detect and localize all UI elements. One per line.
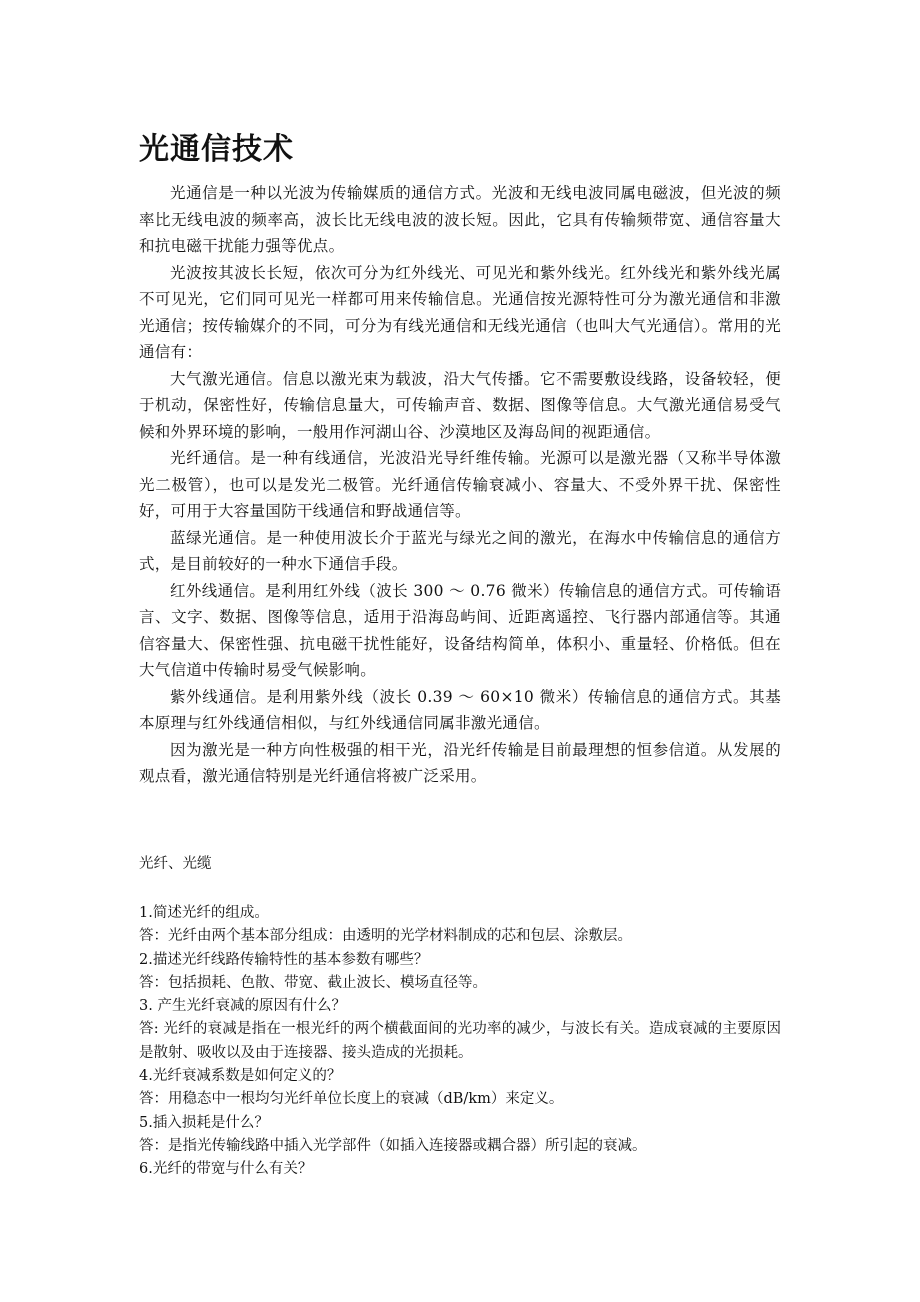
answer-line: 答: 光纤的衰减是指在一根光纤的两个横截面间的光功率的减少，与波长有关。造成衰减的主要原因是散射、吸收以及由于连接器、接头造成的光损耗。 [139,1021,781,1061]
question-line: 1.简述光纤的组成。 [139,905,269,921]
paragraph-ultraviolet: 紫外线通信。是利用紫外线（波长 0.39 ～ 60×10 微米）传输信息的通信方式。其基本原理与红外线通信相似，与红外线通信同属非激光通信。 [139,687,781,732]
section-heading: 光纤、光缆 [139,856,212,872]
paragraph-infrared: 红外线通信。是利用红外线（波长 300 ～ 0.76 微米）传输信息的通信方式。可传输语言、文字、数据、图像等信息，适用于沿海岛屿间、近距离遥控、飞行器内部通信等。其通信容量大、保密性强、抗电磁干扰性能好，设备结构简单，体积小、重量轻、价格低。但在大气信道中传输时易受气候影响。 [139,581,781,679]
question-line: 3. 产生光纤衰减的原因有什么？ [139,998,346,1015]
paragraph-classification: 光波按其波长长短，依次可分为红外线光、可见光和紫外线光。红外线光和紫外线光属不可见光，它们同可见光一样都可用来传输信息。光通信按光源特性可分为激光通信和非激光通信；按传输媒介的不同，可分为有线光通信和无线光通信（也叫大气光通信）。常用的光通信有： [139,263,781,361]
body-text [139,180,781,790]
answer-line: 答：用稳态中一根均匀光纤单位长度上的衰减（dB/km）来定义。 [139,1091,564,1108]
question-line: 2.描述光纤线路传输特性的基本参数有哪些？ [139,951,429,968]
paragraph-intro: 光通信是一种以光波为传输媒质的通信方式。光波和无线电波同属电磁波，但光波的频率比无线电波的频率高，波长比无线电波的波长短。因此，它具有传输频带宽、通信容量大和抗电磁干扰能力强等优点。 [139,184,781,255]
paragraph-conclusion: 因为激光是一种方向性极强的相干光，沿光纤传输是目前最理想的恒参信道。从发展的观点看，激光通信特别是光纤通信将被广泛采用。 [139,740,781,785]
answer-line: 答：包括损耗、色散、带宽、截止波长、模场直径等。 [139,974,487,991]
answer-line: 答：光纤由两个基本部分组成：由透明的光学材料制成的芯和包层、涂敷层。 [139,928,632,945]
question-line: 6.光纤的带宽与什么有关？ [139,1161,313,1178]
paragraph-atmospheric-laser: 大气激光通信。信息以激光束为载波，沿大气传播。它不需要敷设线路，设备较轻，便于机动，保密性好，传输信息量大，可传输声音、数据、图像等信息。大气激光通信易受气候和外界环境的影响，一般用作河湖山谷、沙漠地区及海岛间的视距通信。 [139,369,781,441]
paragraph-fiber: 光纤通信。是一种有线通信，光波沿光导纤维传输。光源可以是激光器（又称半导体激光二极管），也可以是发光二极管。光纤通信传输衰减小、容量大、不受外界干扰、保密性好，可用于大容量国防干线通信和野战通信等。 [139,449,781,520]
question-line: 4.光纤衰减系数是如何定义的？ [139,1068,342,1085]
question-line: 5.插入损耗是什么？ [139,1114,269,1131]
qa-list [139,902,781,1182]
paragraph-blue-green: 蓝绿光通信。是一种使用波长介于蓝光与绿光之间的激光，在海水中传输信息的通信方式，是目前较好的一种水下通信手段。 [139,528,781,573]
page-title: 光通信技术 [139,132,294,167]
answer-line: 答：是指光传输线路中插入光学部件（如插入连接器或耦合器）所引起的衰减。 [139,1137,647,1154]
